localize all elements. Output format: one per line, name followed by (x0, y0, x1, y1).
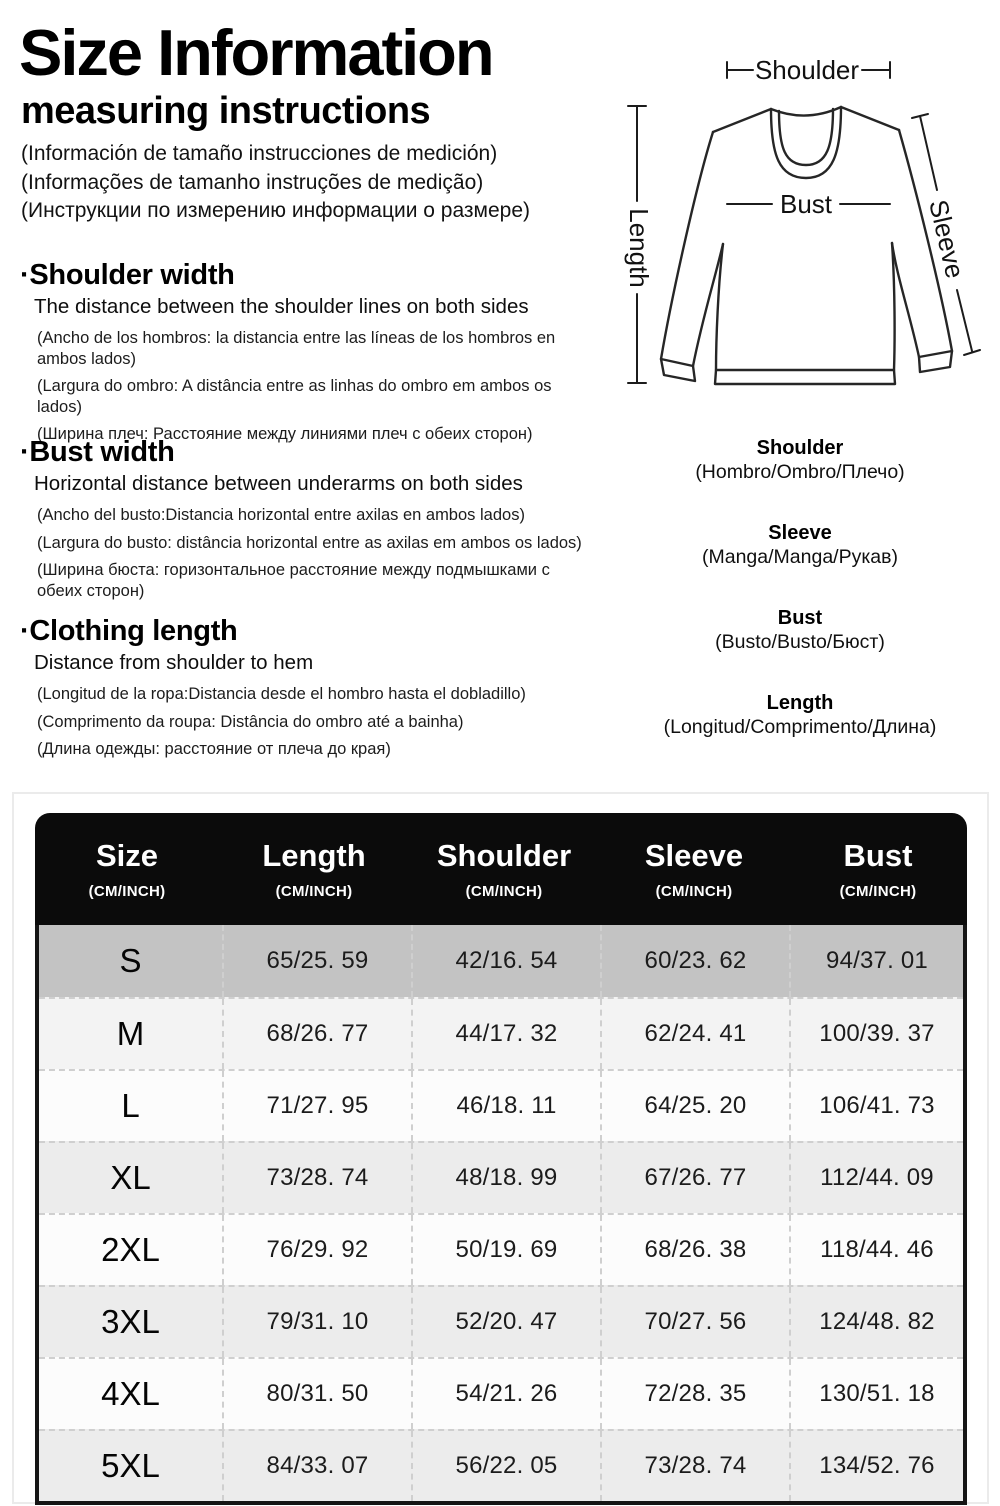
size-chart-panel (12, 792, 989, 1504)
bullet-dot: · (20, 436, 30, 468)
length-cell: 68/26. 77 (222, 999, 411, 1069)
section-note-ru: (Ширина бюста: горизонтальное расстояние между подмышками с обеих сторон) (37, 561, 550, 600)
table-row-l (39, 1069, 963, 1141)
column-label: Sleeve (644, 838, 744, 873)
column-unit: (CM/INCH) (655, 883, 733, 900)
column-header-shoulder (409, 838, 599, 900)
legend-translation: (Busto/Busto/Бюст) (715, 631, 885, 653)
size-cell: M (116, 1015, 145, 1052)
column-unit: (CM/INCH) (88, 883, 166, 900)
bust-diagram-label: Bust (779, 189, 833, 219)
length-cell: 65/25. 59 (222, 925, 411, 997)
shoulder-cell: 56/22. 05 (411, 1431, 600, 1501)
legend-translation: (Manga/Manga/Рукав) (702, 546, 898, 568)
section-note-es: (Longitud de la ropa:Distancia desde el hombro hasta el dobladillo) (37, 685, 526, 703)
table-row-5xl (39, 1429, 963, 1501)
shirt-outline-drawing (661, 107, 952, 384)
section-title-text: Shoulder width (29, 259, 235, 291)
section-note-pt: (Largura do busto: distância horizontal entre as axilas em ambos os lados) (37, 533, 582, 552)
section-title (20, 259, 598, 292)
title-translation-pt: (Informações de tamanho instruções de medição) (21, 170, 484, 194)
table-row-4xl (39, 1357, 963, 1429)
sleeve-cell: 64/25. 20 (600, 1071, 789, 1141)
section-note-pt: (Largura do ombro: A distância entre as linhas do ombro em ambos os lados) (37, 377, 552, 416)
section-note-es: (Ancho del busto:Distancia horizontal entre axilas en ambos lados) (37, 506, 525, 524)
section-note-pt: (Comprimento da roupa: Distância do ombro até a bainha) (37, 712, 464, 731)
column-header-size (35, 838, 219, 900)
shoulder-cell: 50/19. 69 (411, 1215, 600, 1285)
sleeve-cell: 67/26. 77 (600, 1143, 789, 1213)
shoulder-cell: 44/17. 32 (411, 999, 600, 1069)
column-header-bust (789, 838, 967, 900)
length-cell: 73/28. 74 (222, 1143, 411, 1213)
length-measure-line (624, 106, 654, 383)
bust-cell: 134/52. 76 (789, 1431, 963, 1501)
bullet-dot: · (20, 259, 30, 291)
table-row-m (39, 997, 963, 1069)
section-note-es: (Ancho de los hombros: la distancia entre las líneas de los hombros en ambos lados) (37, 329, 556, 368)
sleeve-cell: 72/28. 35 (600, 1359, 789, 1429)
shoulder-measure-line (727, 55, 890, 85)
shoulder-cell: 46/18. 11 (411, 1071, 600, 1141)
size-cell: 5XL (101, 1447, 160, 1484)
column-label: Length (262, 838, 366, 873)
title-translation-ru: (Инструкции по измерению информации о размере) (21, 199, 531, 223)
section-title-text: Bust width (29, 436, 175, 468)
size-cell: S (119, 942, 142, 979)
table-row-3xl (39, 1285, 963, 1357)
length-cell: 76/29. 92 (222, 1215, 411, 1285)
section-title-text: Clothing length (29, 615, 238, 647)
table-row-2xl (39, 1213, 963, 1285)
size-table-header (35, 813, 967, 925)
title-translation-es: (Información de tamaño instrucciones de medición) (21, 142, 498, 166)
length-diagram-label: Length (624, 208, 654, 288)
sleeve-cell: 73/28. 74 (600, 1431, 789, 1501)
size-table (35, 813, 967, 1505)
sleeve-diagram-label: Sleeve (923, 196, 971, 282)
bust-cell: 124/48. 82 (789, 1287, 963, 1357)
section-note-ru: (Ширина плеч: Расстояние между линиями плеч с обеих сторон) (37, 425, 533, 443)
legend-translation: (Longitud/Comprimento/Длина) (663, 716, 937, 738)
legend-item-sleeve (610, 522, 990, 569)
size-table-body (35, 925, 967, 1505)
section-shoulder-width (20, 259, 598, 452)
section-title (20, 615, 598, 648)
size-cell: 2XL (101, 1231, 160, 1268)
section-clothing-length (20, 615, 598, 767)
legend-item-bust (610, 607, 990, 654)
sleeve-cell: 70/27. 56 (600, 1287, 789, 1357)
sleeve-cell: 68/26. 38 (600, 1215, 789, 1285)
length-cell: 79/31. 10 (222, 1287, 411, 1357)
section-note-ru: (Длина одежды: расстояние от плеча до края) (37, 740, 391, 758)
page-title: Size Information (19, 16, 493, 89)
size-cell: L (121, 1087, 140, 1124)
bust-cell: 130/51. 18 (789, 1359, 963, 1429)
bust-measure-line (727, 189, 890, 219)
column-label: Size (95, 838, 159, 873)
legend-term: Sleeve (768, 522, 832, 544)
shoulder-cell: 42/16. 54 (411, 925, 600, 997)
section-bust-width (20, 436, 598, 608)
column-header-length (219, 838, 409, 900)
size-cell: XL (110, 1159, 151, 1196)
section-subtitle: Horizontal distance between underarms on both sides (34, 472, 523, 495)
table-row-s (39, 925, 963, 997)
column-label: Bust (843, 838, 913, 873)
column-unit: (CM/INCH) (465, 883, 543, 900)
shoulder-cell: 48/18. 99 (411, 1143, 600, 1213)
legend-term: Shoulder (756, 437, 844, 459)
legend-item-length (610, 692, 990, 739)
bust-cell: 118/44. 46 (789, 1215, 963, 1285)
shoulder-cell: 54/21. 26 (411, 1359, 600, 1429)
legend-term: Bust (777, 607, 823, 629)
column-header-sleeve (599, 838, 789, 900)
measurement-legend (610, 437, 990, 777)
legend-term: Length (766, 692, 834, 714)
section-subtitle: The distance between the shoulder lines on both sides (34, 295, 529, 318)
shirt-measurement-diagram (600, 28, 1000, 440)
bust-cell: 106/41. 73 (789, 1071, 963, 1141)
bust-cell: 94/37. 01 (789, 925, 963, 997)
bust-cell: 100/39. 37 (789, 999, 963, 1069)
column-label: Shoulder (436, 838, 572, 873)
length-cell: 84/33. 07 (222, 1431, 411, 1501)
column-unit: (CM/INCH) (275, 883, 353, 900)
intro-block (19, 16, 599, 226)
legend-translation: (Hombro/Ombro/Плечо) (695, 461, 905, 483)
length-cell: 80/31. 50 (222, 1359, 411, 1429)
bullet-dot: · (20, 615, 30, 647)
shoulder-cell: 52/20. 47 (411, 1287, 600, 1357)
column-unit: (CM/INCH) (839, 883, 917, 900)
sleeve-cell: 62/24. 41 (600, 999, 789, 1069)
size-cell: 3XL (101, 1303, 160, 1340)
page-subtitle: measuring instructions (21, 90, 431, 133)
shoulder-diagram-label: Shoulder (754, 55, 860, 85)
table-row-xl (39, 1141, 963, 1213)
section-title (20, 436, 598, 469)
sleeve-cell: 60/23. 62 (600, 925, 789, 997)
legend-item-shoulder (610, 437, 990, 484)
size-cell: 4XL (101, 1375, 160, 1412)
bust-cell: 112/44. 09 (789, 1143, 963, 1213)
length-cell: 71/27. 95 (222, 1071, 411, 1141)
section-subtitle: Distance from shoulder to hem (34, 651, 314, 674)
